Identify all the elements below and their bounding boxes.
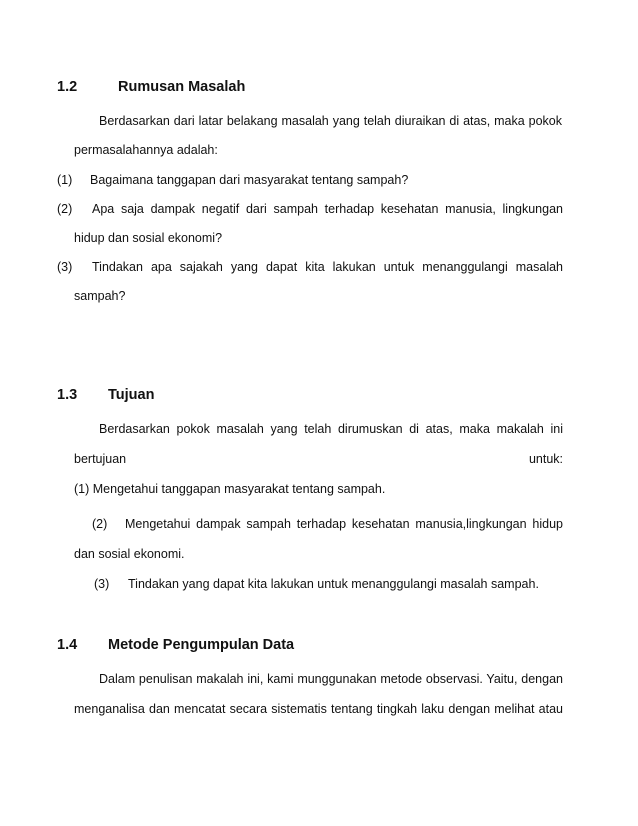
section-1-3-item-3-text: Tindakan yang dapat kita lakukan untuk menanggulangi masalah sampah. — [128, 577, 539, 591]
section-1-3-intro-line2-left: bertujuan — [74, 452, 127, 466]
section-1-2-number: 1.2 — [57, 79, 78, 95]
section-1-3-item-2-line1: Mengetahui dampak sampah terhadap kesehatan manusia,lingkungan hidup — [125, 517, 563, 531]
section-1-3-intro-line2-right: untuk: — [528, 452, 563, 466]
section-1-4-title: Metode Pengumpulan Data — [108, 637, 295, 653]
section-1-4-number: 1.4 — [57, 637, 78, 653]
section-1-2-item-3-line2: sampah? — [74, 289, 126, 303]
section-1-4-line2: menganalisa dan mencatat secara sistematis tentang tingkah laku dengan melihat atau — [74, 702, 563, 716]
section-1-3-item-2-line2: dan sosial ekonomi. — [74, 547, 185, 561]
section-1-3-item-2-marker: (2) — [92, 517, 108, 531]
section-1-2-item-2-marker: (2) — [57, 202, 73, 216]
section-1-4-line1: Dalam penulisan makalah ini, kami munggunakan metode observasi. Yaitu, dengan — [99, 672, 563, 686]
section-1-3-item-3-marker: (3) — [94, 577, 110, 591]
section-1-3-title: Tujuan — [108, 387, 155, 403]
section-1-2-item-3-marker: (3) — [57, 260, 73, 274]
section-1-2-title: Rumusan Masalah — [118, 79, 246, 95]
section-1-3-item-1: (1) Mengetahui tanggapan masyarakat tentang sampah. — [74, 482, 386, 496]
section-1-2-item-2-line1: Apa saja dampak negatif dari sampah terhadap kesehatan manusia, lingkungan — [92, 202, 563, 216]
section-1-3-intro-line1: Berdasarkan pokok masalah yang telah dirumuskan di atas, maka makalah ini — [99, 422, 563, 436]
section-1-2-item-2-line2: hidup dan sosial ekonomi? — [74, 231, 223, 245]
section-1-3-number: 1.3 — [57, 387, 78, 403]
section-1-2-intro-line1: Berdasarkan dari latar belakang masalah yang telah diuraikan di atas, maka pokok — [99, 114, 562, 128]
section-1-2-item-1-text: Bagaimana tanggapan dari masyarakat tentang sampah? — [90, 173, 409, 187]
section-1-2-intro-line2: permasalahannya adalah: — [74, 143, 218, 157]
section-1-2-item-1-marker: (1) — [57, 173, 73, 187]
section-1-2-item-3-line1: Tindakan apa sajakah yang dapat kita lakukan untuk menanggulangi masalah — [92, 260, 563, 274]
